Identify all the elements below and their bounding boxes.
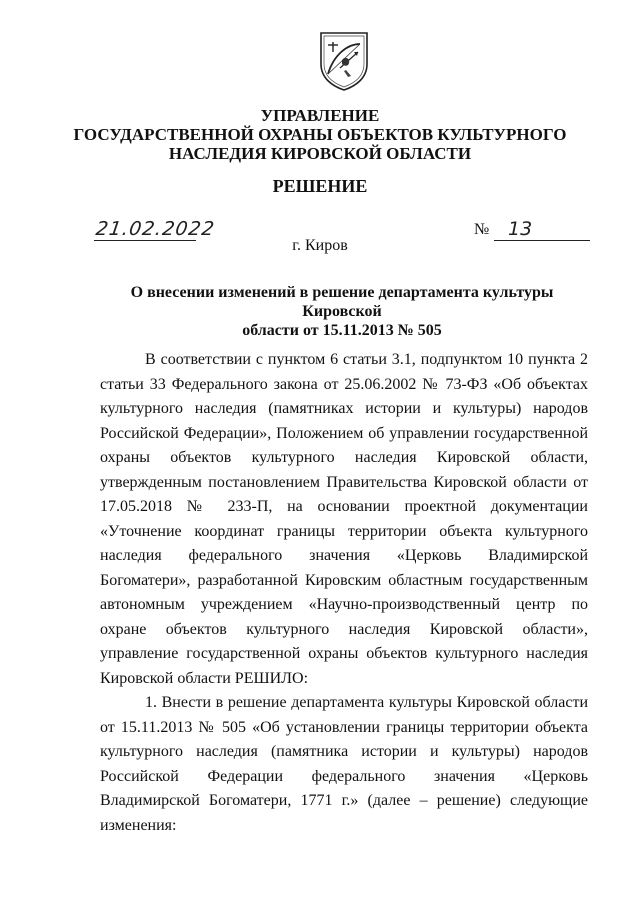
city: г. Киров <box>292 237 348 254</box>
issuing-authority <box>0 106 640 163</box>
subject-line-1: О внесении изменений в решение департамента культуры Кировской <box>130 284 554 320</box>
body-paragraph-1: В соответствии с пунктом 6 статьи 3.1, подпунктом 10 пункта 2 статьи 33 Федерального закона от 25.06.2002 № 73-ФЗ «Об объектах культурного наследия (памятниках истории и культуры) народов Российской Федерации», Положением об управлении государственной охраны объектов культурного наследия Кировской области, утвержденным постановлением Правительства Кировской области от 17.05.2018 № 233-П, на основании проектной документации «Уточнение координат границы территории объекта культурного наследия федерального значения «Церковь Владимирской Богоматери», разработанной Кировским областным государственным автономным учреждением «Научно-производственный центр по охране объектов культурного наследия Кировской области», управление государственной охраны объектов культурного наследия Кировской области РЕШИЛО: <box>100 351 588 687</box>
org-line-1: УПРАВЛЕНИЕ <box>260 106 380 125</box>
number-sign: № <box>474 221 490 238</box>
document-number: 13 <box>508 218 533 240</box>
org-line-3: НАСЛЕДИЯ КИРОВСКОЙ ОБЛАСТИ <box>168 144 472 163</box>
document-body <box>100 348 588 838</box>
body-paragraph-2: 1. Внести в решение департамента культуры Кировской области от 15.11.2013 № 505 «Об установлении границы территории объекта культурного наследия (памятника истории и культуры) народов Российской Федерации федерального значения «Церковь Владимирской Богоматери, 1771 г.» (далее – решение) следующие изменения: <box>100 694 588 834</box>
document-type: РЕШЕНИЕ <box>272 176 368 196</box>
document-date: 21.02.2022 <box>94 218 217 240</box>
org-line-2: ГОСУДАРСТВЕННОЙ ОХРАНЫ ОБЪЕКТОВ КУЛЬТУРНОГО <box>73 125 567 144</box>
subject-line-2: области от 15.11.2013 № 505 <box>242 322 442 339</box>
kirov-oblast-coat-of-arms-icon <box>318 30 370 92</box>
document-subject <box>90 283 594 340</box>
